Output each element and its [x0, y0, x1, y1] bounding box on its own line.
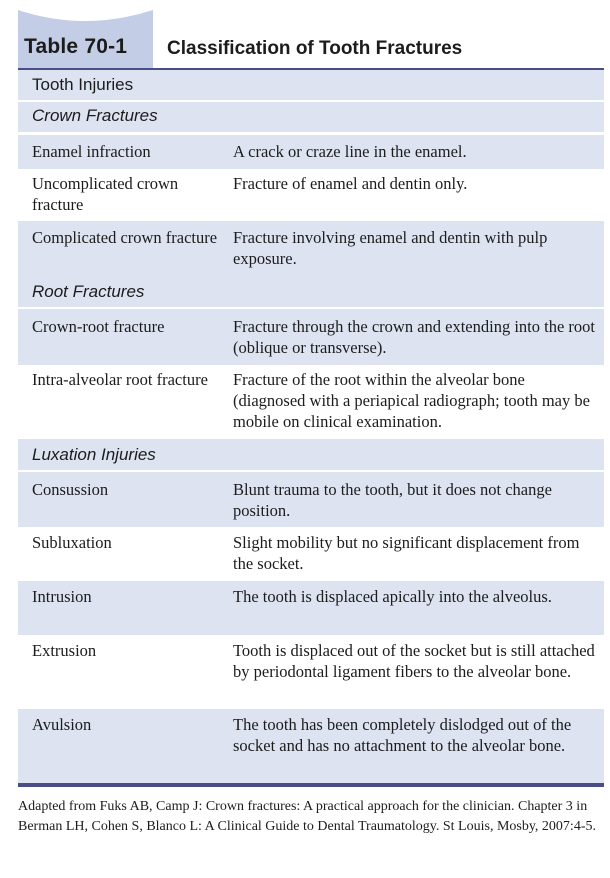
row-name: Crown-root fracture: [32, 317, 165, 336]
row-description: Blunt trauma to the tooth, but it does not change position.: [233, 480, 552, 520]
category-heading: Tooth Injuries: [18, 70, 604, 100]
table-row: [18, 709, 604, 783]
row-name: Avulsion: [32, 715, 92, 734]
table-row: [18, 221, 604, 277]
row-name: Intrusion: [32, 587, 92, 606]
table-row: [18, 365, 604, 439]
row-description: The tooth is displaced apically into the alveolus.: [233, 587, 552, 606]
table-title: Classification of Tooth Fractures: [167, 38, 463, 59]
row-name: Enamel infraction: [32, 142, 151, 161]
row-name: Uncomplicated crown fracture: [32, 174, 179, 214]
row-name: Consussion: [32, 480, 109, 499]
table-row: [18, 169, 604, 221]
row-name: Extrusion: [32, 641, 97, 660]
row-description: The tooth has been completely dislodged out of the socket and has no attachment to the alveolar bone.: [233, 715, 572, 755]
section-heading-luxation: Luxation Injuries: [18, 439, 604, 470]
table-row: [18, 635, 604, 709]
row-description: Fracture through the crown and extending into the root (oblique or transverse).: [233, 317, 595, 357]
row-description: Slight mobility but no significant displacement from the socket.: [233, 533, 580, 573]
table-row: [18, 527, 604, 581]
row-name: Complicated crown fracture: [32, 228, 218, 247]
row-name: Subluxation: [32, 533, 112, 552]
row-description: Fracture of enamel and dentin only.: [233, 174, 468, 193]
section-heading-crown: Crown Fractures: [18, 102, 604, 132]
table-footnote: Adapted from Fuks AB, Camp J: Crown fractures: A practical approach for the clinician. Chapter 3 in Berman LH, Cohen S, Blanco L: A Clinical Guide to Dental Traumatology. St Louis, Mosby, 2007:4-5.: [18, 799, 596, 834]
row-description: Fracture involving enamel and dentin with pulp exposure.: [233, 228, 548, 268]
section-heading-root: Root Fractures: [18, 277, 604, 307]
table-row: [18, 581, 604, 635]
row-name: Intra-alveolar root fracture: [32, 370, 208, 389]
table-bottom-rule: [18, 783, 604, 787]
table-row: [18, 309, 604, 365]
row-description: Tooth is displaced out of the socket but is still attached by periodontal ligament fibers to the alveolar bone.: [233, 641, 595, 681]
table-row: [18, 472, 604, 527]
row-description: Fracture of the root within the alveolar bone (diagnosed with a periapical radiograph; tooth may be mobile on clinical examination.: [233, 370, 590, 431]
row-description: A crack or craze line in the enamel.: [233, 142, 467, 161]
table-row: [18, 135, 604, 169]
table-number: Table 70-1: [24, 35, 128, 58]
table-header: [0, 0, 610, 70]
